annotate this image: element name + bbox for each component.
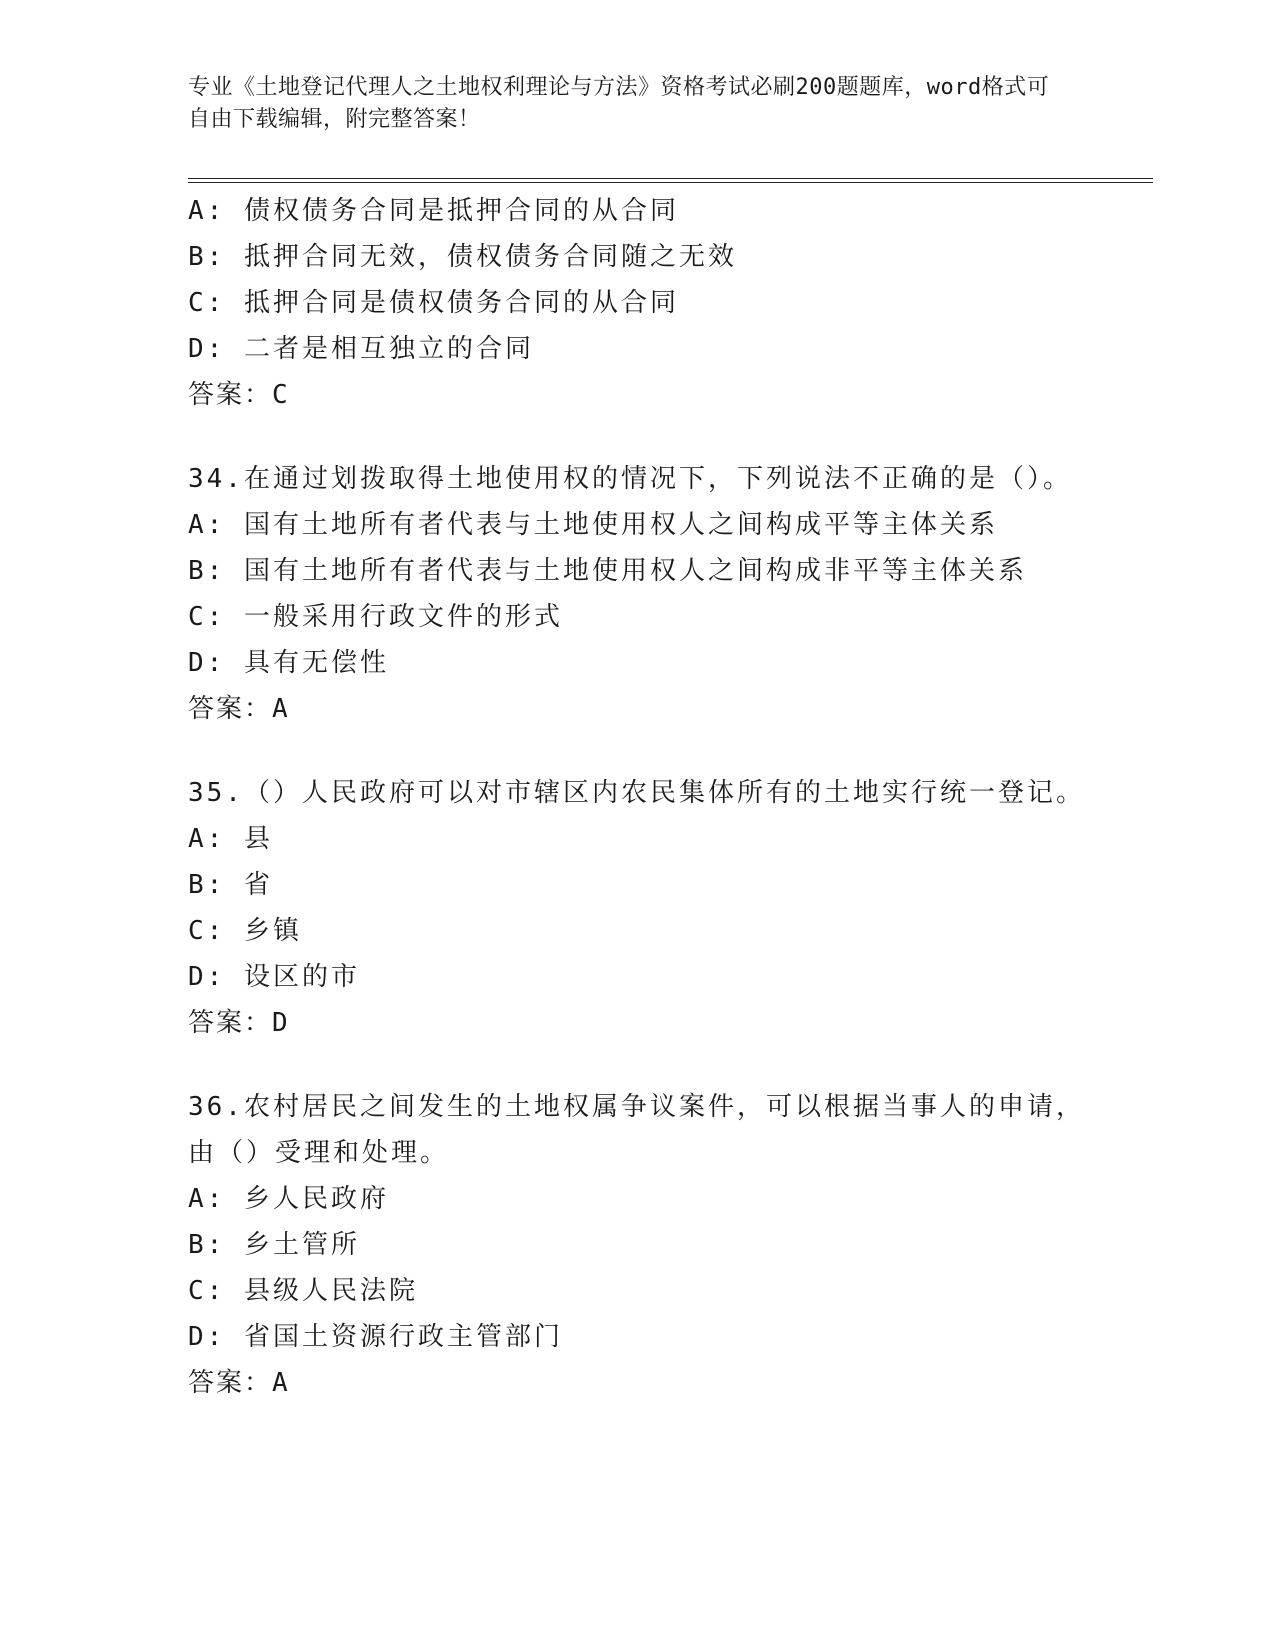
option-a: A: 国有土地所有者代表与土地使用权人之间构成平等主体关系 (188, 510, 998, 540)
option-d: D: 具有无偿性 (188, 648, 389, 678)
option-d: D: 省国土资源行政主管部门 (188, 1322, 563, 1352)
question-title: 35.（）人民政府可以对市辖区内农民集体所有的土地实行统一登记。 (188, 778, 1085, 808)
option-c: C: 抵押合同是债权债务合同的从合同 (188, 288, 679, 318)
option-a: A: 县 (188, 824, 273, 854)
option-b: B: 省 (188, 870, 273, 900)
option-d: D: 二者是相互独立的合同 (188, 334, 534, 364)
option-c: C: 县级人民法院 (188, 1276, 418, 1306)
document-header (188, 72, 1068, 136)
question-list (188, 188, 1088, 1406)
option-a: A: 乡人民政府 (188, 1184, 389, 1214)
spacer (188, 1046, 1088, 1084)
option-b: B: 国有土地所有者代表与土地使用权人之间构成非平等主体关系 (188, 556, 1027, 586)
answer: 答案：D (188, 1008, 290, 1038)
question-33 (188, 188, 1088, 418)
question-title: 36.农村居民之间发生的土地权属争议案件，可以根据当事人的申请，由（）受理和处理。 (188, 1092, 1085, 1168)
question-34 (188, 456, 1088, 732)
header-divider (188, 178, 1153, 183)
answer: 答案：A (188, 1368, 290, 1398)
option-b: B: 乡土管所 (188, 1230, 360, 1260)
document-title: 专业《土地登记代理人之土地权利理论与方法》资格考试必刷200题题库，word格式可自由下载编辑，附完整答案！ (188, 75, 1050, 132)
option-a: A: 债权债务合同是抵押合同的从合同 (188, 196, 679, 226)
question-35 (188, 770, 1088, 1046)
option-c: C: 乡镇 (188, 916, 302, 946)
answer: 答案：A (188, 694, 290, 724)
option-c: C: 一般采用行政文件的形式 (188, 602, 563, 632)
question-title: 34.在通过划拨取得土地使用权的情况下，下列说法不正确的是（）。 (188, 464, 1072, 494)
question-36 (188, 1084, 1088, 1406)
option-b: B: 抵押合同无效，债权债务合同随之无效 (188, 242, 737, 272)
option-d: D: 设区的市 (188, 962, 360, 992)
spacer (188, 732, 1088, 770)
spacer (188, 418, 1088, 456)
answer: 答案：C (188, 380, 290, 410)
